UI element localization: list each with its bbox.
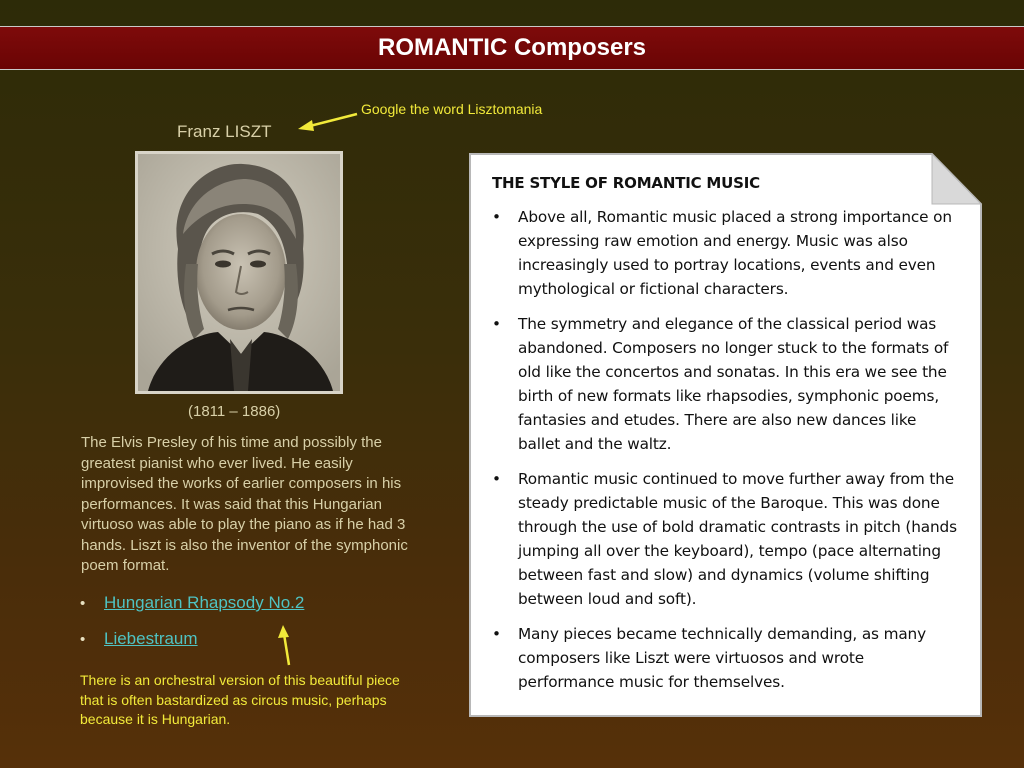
composer-bio: The Elvis Presley of his time and possibly the greatest pianist who ever lived. He easily improvised the works of earlier composers in his performances. It was said that this Hungarian virtuoso was able to play the piano as if he had 3 hands. Liszt is also the inventor of the symphonic poem format. — [81, 434, 408, 574]
card-item-text: Above all, Romantic music placed a strong importance on expressing raw emotion and energy. Music was also increasingly used to portray locations, events and even mythological or fictional characters. — [518, 208, 952, 298]
bullet: • — [80, 595, 86, 612]
list-item — [492, 622, 958, 694]
google-lisztomania-note: Google the word Lisztomania — [361, 101, 543, 117]
list-item — [492, 205, 958, 301]
composer-name: Franz LISZT — [177, 122, 272, 141]
bullet: • — [80, 631, 86, 648]
slide-title: ROMANTIC Composers — [377, 34, 647, 61]
portrait-photo — [135, 151, 343, 394]
card-list — [492, 205, 958, 694]
composer-dates: (1811 – 1886) — [188, 403, 281, 420]
bullet: • — [492, 208, 501, 226]
bullet: • — [492, 625, 501, 643]
card-content — [492, 174, 958, 705]
link-liebestraum[interactable]: Liebestraum — [104, 629, 198, 648]
card-item-text: Romantic music continued to move further away from the steady predictable music of the Baroque. This was done through the use of bold dramatic contrasts in pitch (hands jumping all over the keyboard), tempo (pace alternating between fast and slow) and dynamics (volume shifting between loud and soft). — [518, 470, 957, 608]
card-item-text: The symmetry and elegance of the classical period was abandoned. Composers no longer stuck to the formats of old like the concertos and sonatas. In this era we see the birth of new formats like rhapsodies, symphonic poems, fantasies and etudes. There are also new dances like ballet and the waltz. — [518, 315, 949, 453]
card-heading: THE STYLE OF ROMANTIC MUSIC — [492, 174, 760, 192]
list-item — [492, 467, 958, 611]
list-item — [80, 629, 304, 665]
orchestral-version-note: There is an orchestral version of this beautiful piece that is often bastardized as circus music, perhaps because it is Hungarian. — [80, 672, 400, 727]
bullet: • — [492, 315, 501, 333]
list-item — [80, 593, 304, 629]
title-bar — [0, 26, 1024, 70]
arrow-left-icon — [298, 114, 357, 131]
card-item-text: Many pieces became technically demanding, as many composers like Liszt were virtuosos and wrote performance music for themselves. — [518, 625, 927, 691]
piece-links — [80, 593, 304, 665]
link-hungarian-rhapsody[interactable]: Hungarian Rhapsody No.2 — [104, 593, 305, 612]
bullet: • — [492, 470, 501, 488]
list-item — [492, 312, 958, 456]
style-card — [468, 152, 983, 718]
